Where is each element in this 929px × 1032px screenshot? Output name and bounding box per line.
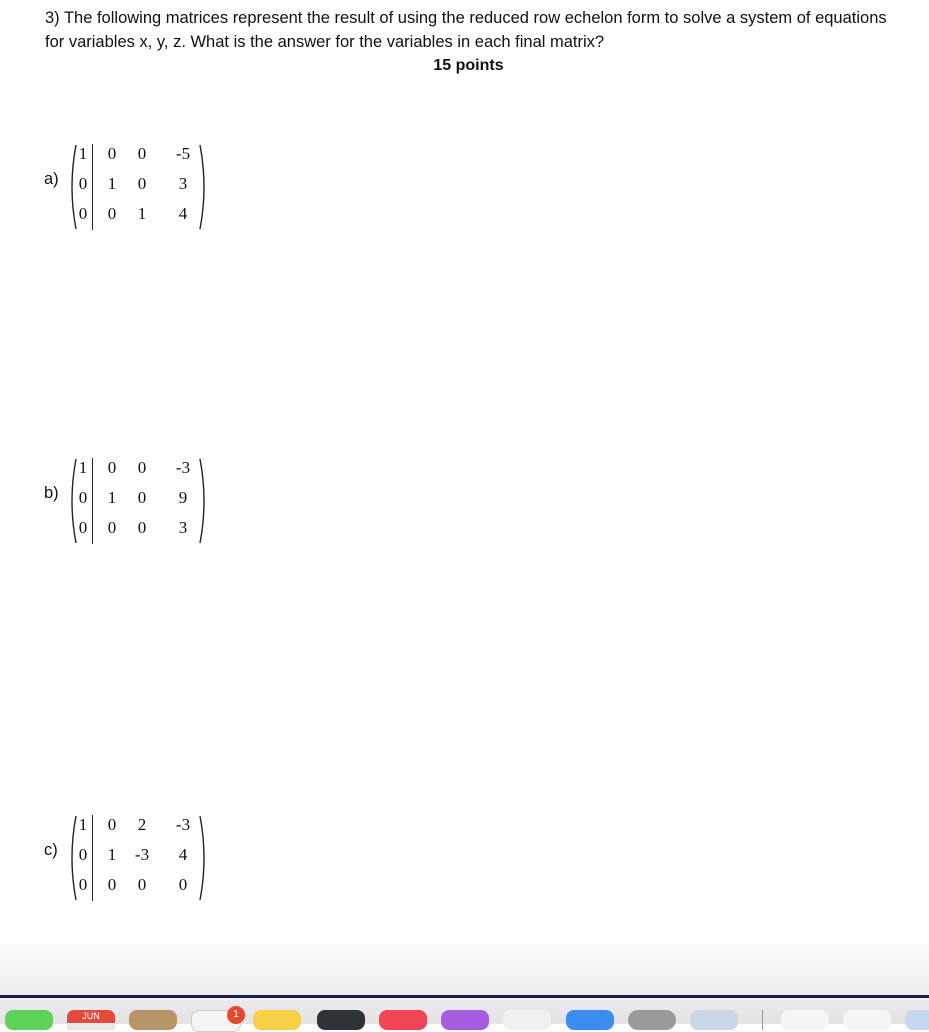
matrix-cell: 0 xyxy=(178,875,188,894)
matrix-cell: 0 xyxy=(78,204,88,223)
app-store-icon[interactable] xyxy=(566,1010,614,1030)
matrix-cell: 1 xyxy=(78,815,88,834)
matrix-cell: 4 xyxy=(178,204,188,223)
matrix-cell: 3 xyxy=(178,518,188,537)
matrix-cell: 0 xyxy=(107,815,117,834)
matrix-cell: 0 xyxy=(137,518,147,537)
matrix-cell: 1 xyxy=(137,204,147,223)
problem-label: c) xyxy=(44,841,58,859)
matrix-cell: 1 xyxy=(78,458,88,477)
news-app-icon[interactable] xyxy=(503,1010,551,1030)
dock-divider xyxy=(0,995,929,998)
matrix-cell: 0 xyxy=(78,488,88,507)
question-text: 3) The following matrices represent the result of using the reduced row echelon form to solve a system of equations for variables x, y, z. What is the answer for the variables in each final matrix? xyxy=(45,9,887,51)
matrix-cell: 0 xyxy=(137,488,147,507)
calendar-month: JUN xyxy=(67,1010,115,1023)
matrix-cell: 0 xyxy=(137,174,147,193)
points-label: 15 points xyxy=(433,57,504,74)
matrix-cell: 0 xyxy=(107,518,117,537)
matrix-cell: -3 xyxy=(134,845,150,864)
downloads-folder-icon[interactable] xyxy=(781,1010,829,1030)
matrix-cell: 1 xyxy=(107,845,117,864)
matrix-cell: 1 xyxy=(78,144,88,163)
matrix-cell: 0 xyxy=(78,845,88,864)
problem-c xyxy=(44,813,244,903)
matrix-cell: 0 xyxy=(137,458,147,477)
matrix-cell: 0 xyxy=(137,144,147,163)
augmented-matrix xyxy=(66,142,210,232)
matrix-cell: 0 xyxy=(137,875,147,894)
matrix-cell: 9 xyxy=(178,488,188,507)
numbers-app-icon[interactable] xyxy=(843,1010,891,1030)
matrix-cell: 0 xyxy=(78,875,88,894)
matrix-cell: 3 xyxy=(178,174,188,193)
messages-app-icon[interactable] xyxy=(5,1010,53,1030)
matrix-cell: 1 xyxy=(107,174,117,193)
dock-separator xyxy=(762,1010,763,1030)
augmented-matrix xyxy=(66,456,210,546)
matrix-cell: 0 xyxy=(78,518,88,537)
matrix-cell: 1 xyxy=(107,488,117,507)
matrix-cell: -3 xyxy=(175,815,191,834)
notification-badge: 1 xyxy=(227,1006,245,1024)
matrix-cell: -3 xyxy=(175,458,191,477)
calendar-app-icon[interactable] xyxy=(67,1010,115,1030)
matrix-cell: 0 xyxy=(107,204,117,223)
matrix-cell: 0 xyxy=(107,875,117,894)
preview-app-icon[interactable] xyxy=(690,1010,738,1030)
system-preferences-icon[interactable] xyxy=(628,1010,676,1030)
matrix-cell: 0 xyxy=(107,144,117,163)
matrix-cell: 0 xyxy=(78,174,88,193)
matrix-cell: 0 xyxy=(107,458,117,477)
augmented-matrix xyxy=(66,813,210,903)
terminal-app-icon[interactable] xyxy=(317,1010,365,1030)
problem-a xyxy=(44,142,244,232)
problem-label: b) xyxy=(44,484,59,502)
finder-window-icon[interactable] xyxy=(905,1010,929,1030)
matrix-cell: 4 xyxy=(178,845,188,864)
problem-b xyxy=(44,456,244,546)
music-app-icon[interactable] xyxy=(379,1010,427,1030)
notes-app-icon[interactable] xyxy=(253,1010,301,1030)
podcasts-app-icon[interactable] xyxy=(441,1010,489,1030)
problem-label: a) xyxy=(44,170,59,188)
matrix-cell: -5 xyxy=(175,144,191,163)
contacts-app-icon[interactable] xyxy=(129,1010,177,1030)
matrix-cell: 2 xyxy=(137,815,147,834)
